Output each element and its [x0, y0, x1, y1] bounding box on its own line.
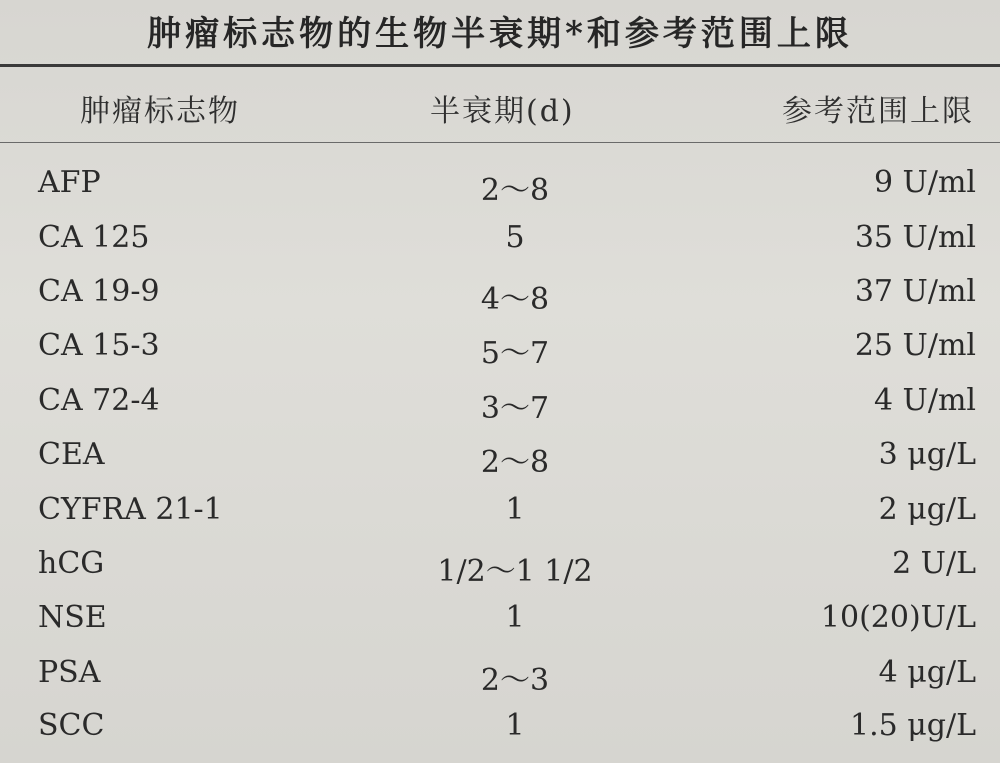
marker-cell: CA 19-9 [38, 274, 160, 309]
table-row [0, 220, 1000, 274]
top-rule [0, 64, 1000, 67]
table-row [0, 437, 1000, 491]
table-row [0, 165, 1000, 219]
header-marker: 肿瘤标志物 [80, 94, 240, 129]
half-life-cell: 2～3 [480, 663, 550, 698]
half-life-cell: 2～8 [480, 173, 550, 208]
marker-cell: SCC [38, 708, 105, 743]
half-life-cell: 1 [505, 492, 525, 527]
header-upper-limit: 参考范围上限 [782, 94, 974, 129]
half-life-cell: 4～8 [480, 282, 550, 317]
table-title: 肿瘤标志物的生物半衰期*和参考范围上限 [147, 14, 853, 54]
upper-limit-cell: 25 U/ml [854, 328, 976, 363]
half-life-cell: 5～7 [480, 336, 550, 371]
table-row [0, 328, 1000, 382]
upper-limit-cell: 2 U/L [892, 546, 976, 581]
marker-cell: hCG [38, 546, 105, 581]
marker-cell: CEA [38, 437, 105, 472]
upper-limit-cell: 9 U/ml [873, 165, 976, 200]
upper-limit-cell: 37 U/ml [854, 274, 976, 309]
header-rule [0, 142, 1000, 143]
header-half-life: 半衰期(d) [430, 94, 575, 129]
upper-limit-cell: 10(20)U/L [820, 600, 976, 635]
marker-cell: CA 72-4 [38, 383, 160, 418]
table-row [0, 708, 1000, 762]
marker-cell: PSA [38, 655, 101, 690]
marker-cell: CYFRA 21-1 [38, 492, 223, 527]
table-row [0, 600, 1000, 654]
upper-limit-cell: 2 μg/L [878, 492, 976, 527]
half-life-cell: 5 [505, 220, 525, 255]
table-row [0, 274, 1000, 328]
marker-cell: CA 15-3 [38, 328, 160, 363]
marker-cell: NSE [38, 600, 107, 635]
upper-limit-cell: 3 μg/L [878, 437, 976, 472]
half-life-cell: 3～7 [480, 391, 550, 426]
upper-limit-cell: 4 U/ml [873, 383, 976, 418]
upper-limit-cell: 4 μg/L [878, 655, 976, 690]
upper-limit-cell: 35 U/ml [854, 220, 976, 255]
table-row [0, 546, 1000, 600]
half-life-cell: 1/2～1 1/2 [437, 554, 593, 589]
half-life-cell: 2～8 [480, 445, 550, 480]
upper-limit-cell: 1.5 μg/L [850, 708, 976, 743]
table-row [0, 655, 1000, 709]
table-row [0, 492, 1000, 546]
marker-cell: CA 125 [38, 220, 150, 255]
half-life-cell: 1 [505, 600, 525, 635]
marker-cell: AFP [38, 165, 101, 200]
half-life-cell: 1 [505, 708, 525, 743]
table-row [0, 383, 1000, 437]
